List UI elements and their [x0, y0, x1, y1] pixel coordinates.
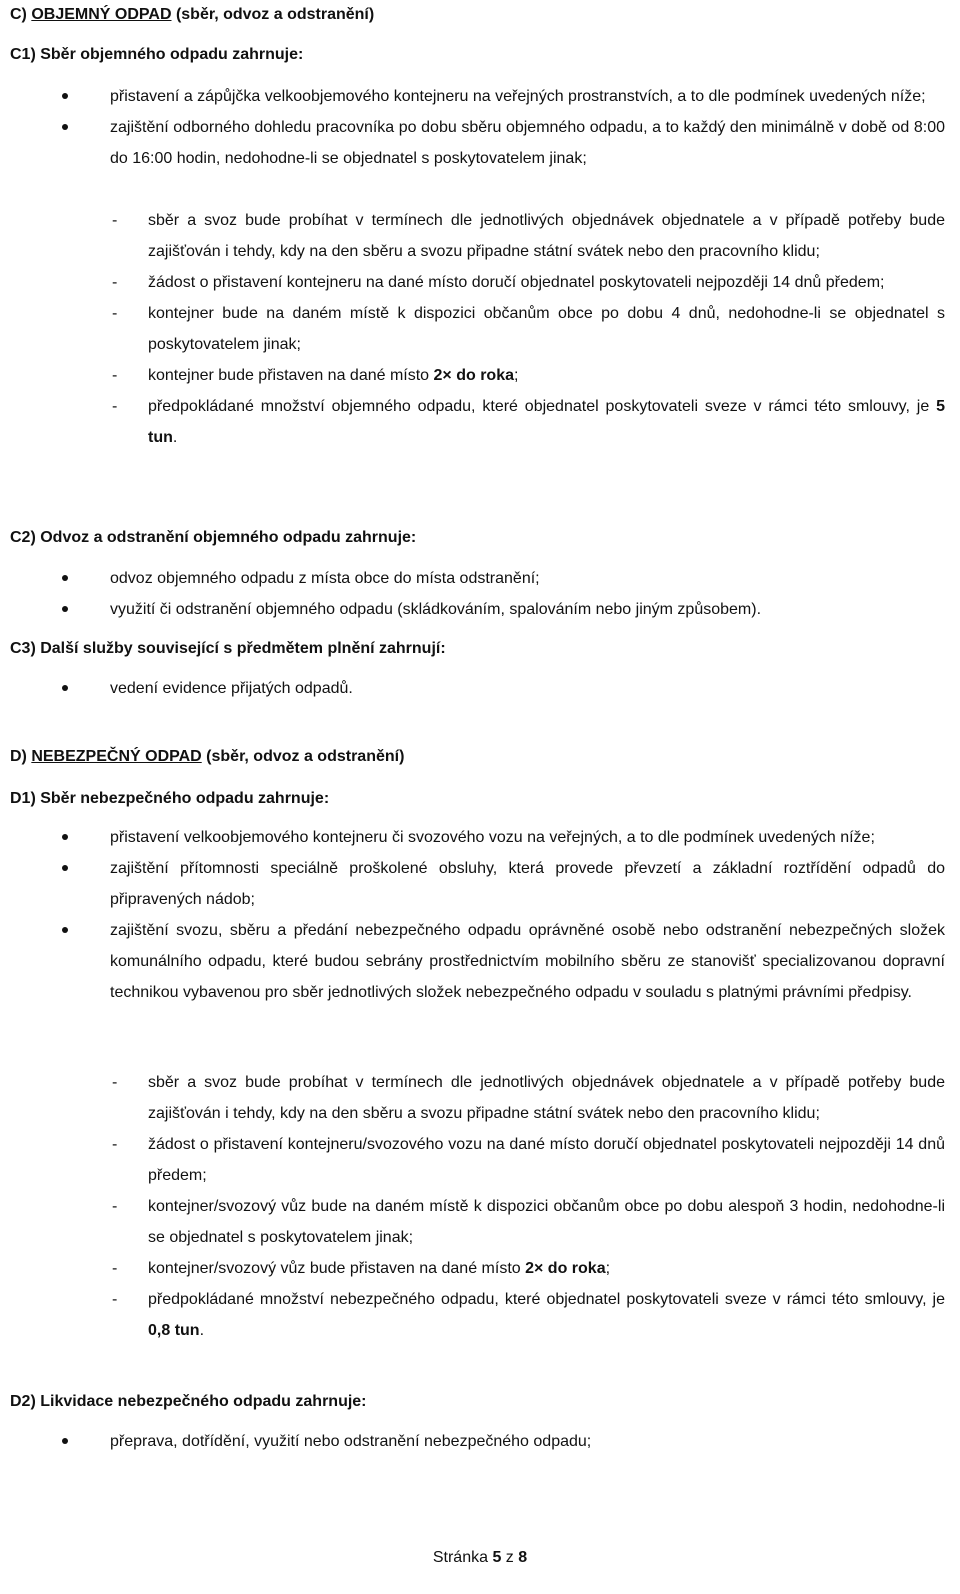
dash-item: [10, 1067, 945, 1129]
footer-middle: z: [501, 1549, 519, 1566]
dash-item-bold: 2× do roka: [433, 367, 514, 384]
list-item-text: vedení evidence přijatých odpadů.: [110, 680, 353, 697]
section-d1: [10, 784, 945, 814]
dash-marker: -: [112, 398, 118, 415]
dash-item-text: předpokládané množství nebezpečného odpadu, které objednatel poskytovateli sveze v rámci této smlouvy, je: [148, 1291, 945, 1308]
c2-bullets: [10, 563, 945, 625]
section-c1: [10, 40, 945, 70]
dash-marker: -: [112, 367, 118, 384]
list-item: [10, 673, 945, 704]
dash-item-text: kontejner/svozový vůz bude přistaven na dané místo: [148, 1260, 526, 1277]
list-item-text: přistavení velkoobjemového kontejneru či svozového vozu na veřejných, a to dle podmínek uvedených níže;: [110, 829, 875, 846]
dash-item: [10, 267, 945, 298]
dash-item: [10, 298, 945, 360]
dash-item-end: ;: [605, 1260, 611, 1277]
dash-item-text: kontejner/svozový vůz bude na daném místě k dispozici občanům obce po dobu alespoň 3 hodin, nedohodne-li se objednatel s poskytovatelem jinak;: [148, 1198, 945, 1246]
bullet-icon: [62, 1438, 68, 1444]
d2-heading: D2) Likvidace nebezpečného odpadu zahrnuje:: [10, 1393, 367, 1410]
dash-item-bold: 2× do roka: [525, 1260, 606, 1277]
list-item: [10, 1426, 945, 1457]
list-item: [10, 81, 945, 112]
section-c-heading: [10, 0, 945, 30]
dash-marker: -: [112, 1198, 118, 1215]
bullet-icon: [62, 685, 68, 691]
bullet-icon: [62, 834, 68, 840]
bullet-icon: [62, 575, 68, 581]
list-item: [10, 915, 945, 1008]
dash-marker: -: [112, 305, 118, 322]
bullet-icon: [62, 606, 68, 612]
list-item: [10, 112, 945, 174]
section-d: [10, 742, 945, 772]
dash-marker: -: [112, 1291, 118, 1308]
section-d2: [10, 1387, 945, 1417]
list-item: [10, 822, 945, 853]
d1-heading: D1) Sběr nebezpečného odpadu zahrnuje:: [10, 790, 330, 807]
list-item-text: zajištění svozu, sběru a předání nebezpečného odpadu oprávněné osobě nebo odstranění nebezpečných složek komunálního odpadu, které budou sebrány prostřednictvím mobilního sběru ze stanovišť specializovanou dopravní technikou vybavenou pro sběr jednotlivých složek nebezpečného odpadu v souladu s platnými právními předpisy.: [110, 922, 945, 1001]
section-c-prefix: C): [10, 6, 32, 23]
list-item: [10, 563, 945, 594]
dash-marker: -: [112, 274, 118, 291]
list-item-text: zajištění odborného dohledu pracovníka po dobu sběru objemného odpadu, a to každý den minimálně v době od 8:00 do 16:00 hodin, nedohodne-li se objednatel s poskytovatelem jinak;: [110, 119, 945, 167]
list-item-text: odvoz objemného odpadu z místa obce do místa odstranění;: [110, 570, 540, 587]
list-item: [10, 853, 945, 915]
dash-item-end: .: [199, 1322, 205, 1339]
dash-marker: -: [112, 1074, 118, 1091]
dash-item-text: žádost o přistavení kontejneru na dané místo doručí objednatel poskytovateli nejpozději 14 dnů předem;: [148, 274, 885, 291]
section-c3: [10, 634, 945, 664]
list-item-text: využití či odstranění objemného odpadu (skládkováním, spalováním nebo jiným způsobem).: [110, 601, 762, 618]
page-footer: [0, 1546, 960, 1570]
dash-item-text: předpokládané množství objemného odpadu, které objednatel poskytovateli sveze v rámci této smlouvy, je: [148, 398, 937, 415]
c1-dashes: [10, 205, 945, 453]
c3-heading: C3) Další služby související s předmětem plnění zahrnují:: [10, 640, 446, 657]
dash-item: [10, 360, 945, 391]
dash-item: [10, 391, 945, 453]
section-d-heading: [10, 742, 945, 772]
footer-prefix: Stránka: [432, 1549, 493, 1566]
dash-marker: -: [112, 1136, 118, 1153]
c1-bullets: [10, 81, 945, 174]
dash-item: [10, 1129, 945, 1191]
c2-heading: C2) Odvoz a odstranění objemného odpadu zahrnuje:: [10, 529, 417, 546]
d2-bullets: [10, 1426, 945, 1457]
section-d-prefix: D): [10, 748, 32, 765]
list-item-text: přistavení a zápůjčka velkoobjemového kontejneru na veřejných prostranstvích, a to dle podmínek uvedených níže;: [110, 88, 926, 105]
dash-item: [10, 1284, 945, 1346]
c1-heading: C1) Sběr objemného odpadu zahrnuje:: [10, 46, 304, 63]
bullet-icon: [62, 865, 68, 871]
section-d-suffix: (sběr, odvoz a odstranění): [201, 748, 405, 765]
section-c: [10, 0, 945, 30]
dash-item: [10, 205, 945, 267]
dash-item-text: sběr a svoz bude probíhat v termínech dle jednotlivých objednávek objednatele a v případě potřeby bude zajišťován i tehdy, kdy na den sběru a svozu připadne státní svátek nebo den pracovního klidu;: [148, 212, 945, 260]
section-c-suffix: (sběr, odvoz a odstranění): [171, 6, 375, 23]
dash-item-bold: 5 tun: [148, 398, 945, 446]
dash-item: [10, 1253, 945, 1284]
dash-item-end: .: [172, 429, 178, 446]
c3-bullets: [10, 673, 945, 704]
list-item-text: přeprava, dotřídění, využití nebo odstranění nebezpečného odpadu;: [110, 1433, 592, 1450]
footer-page-total: 8: [518, 1549, 528, 1566]
dash-item: [10, 1191, 945, 1253]
d1-dashes: [10, 1067, 945, 1346]
list-item: [10, 594, 945, 625]
section-c2: [10, 523, 945, 553]
section-d-title: NEBEZPEČNÝ ODPAD: [31, 748, 202, 765]
list-item-text: zajištění přítomnosti speciálně proškolené obsluhy, která provede převzetí a základní roztřídění odpadů do připravených nádob;: [110, 860, 945, 908]
dash-marker: -: [112, 1260, 118, 1277]
dash-item-text: kontejner bude přistaven na dané místo: [148, 367, 434, 384]
bullet-icon: [62, 927, 68, 933]
dash-item-text: sběr a svoz bude probíhat v termínech dle jednotlivých objednávek objednatele a v případě potřeby bude zajišťován i tehdy, kdy na den sběru a svozu připadne státní svátek nebo den pracovního klidu;: [148, 1074, 945, 1122]
d1-bullets: [10, 822, 945, 1008]
bullet-icon: [62, 124, 68, 130]
dash-item-end: ;: [514, 367, 519, 384]
dash-item-bold: 0,8 tun: [148, 1322, 200, 1339]
bullet-icon: [62, 93, 68, 99]
dash-marker: -: [112, 212, 118, 229]
section-c-title: OBJEMNÝ ODPAD: [31, 6, 172, 23]
dash-item-text: kontejner bude na daném místě k dispozici občanům obce po dobu 4 dnů, nedohodne-li se objednatel s poskytovatelem jinak;: [148, 305, 945, 353]
footer-page-number: 5: [492, 1549, 502, 1566]
dash-item-text: žádost o přistavení kontejneru/svozového vozu na dané místo doručí objednatel poskytovateli nejpozději 14 dnů předem;: [148, 1136, 945, 1184]
